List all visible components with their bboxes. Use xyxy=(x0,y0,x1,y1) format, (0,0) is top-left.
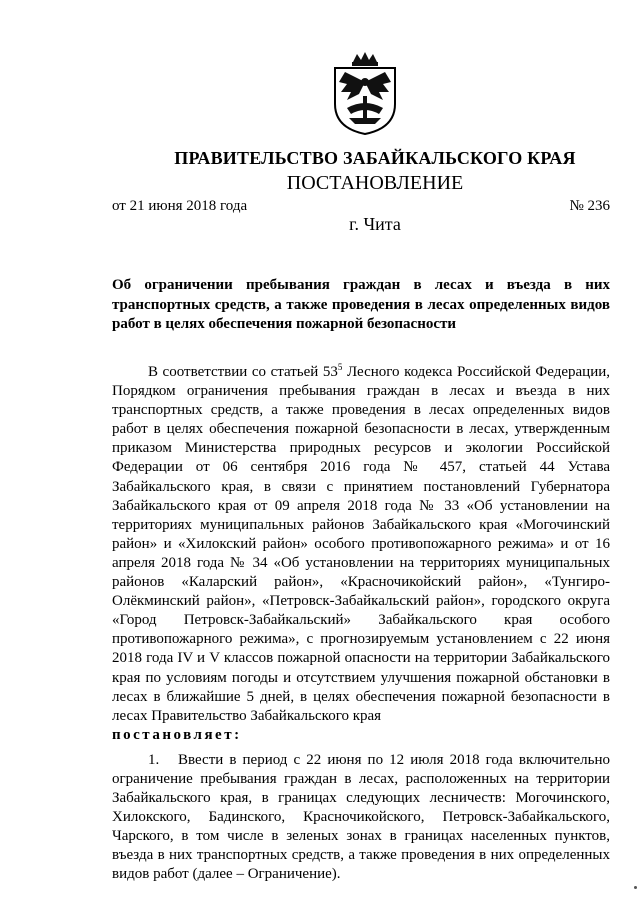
organization-name: ПРАВИТЕЛЬСТВО ЗАБАЙКАЛЬСКОГО КРАЯ xyxy=(174,148,576,168)
document-number: № 236 xyxy=(569,198,610,214)
document-type: ПОСТАНОВЛЕНИЕ xyxy=(286,172,464,194)
article-superscript: 5 xyxy=(337,362,343,372)
preamble-paragraph xyxy=(112,363,610,726)
document-city: г. Чита xyxy=(349,214,401,234)
coat-of-arms-icon xyxy=(325,52,405,136)
document-date: от 21 июня 2018 года xyxy=(112,198,248,214)
document-body xyxy=(112,363,610,885)
scan-speck xyxy=(634,886,637,889)
decree-word: постановляет: xyxy=(112,726,242,743)
item-number: 1. xyxy=(148,751,160,768)
decree-line xyxy=(112,726,610,745)
list-item xyxy=(112,751,610,885)
item-text: Ввести в период с 22 июня по 12 июля 2018 года включительно ограничение пребывания граждан в лесах, расположенных на территории Забайкальского края, в границах следующих лесничеств: Могочинского, Хилокского, Бадинского, Красночикойского, Петровск-Забайкальского, Чарского, в том числе в зеленых зонах в границах населенных пунктов, въезда в них транспортных средств, а также проведения в них определенных видов работ (далее – Ограничение). xyxy=(112,751,610,883)
preamble-text: Лесного кодекса Российской Федерации, Порядком ограничения пребывания граждан в лесах и въезда в них транспортных средств, а также проведения в лесах определенных видов работ в целях обеспечения пожарной безопасности в лесах, утвержденным приказом Министерства природных ресурсов и экологии Российской Федерации от 06 сентября 2016 года № 457, статьей 44 Устава Забайкальского края, в связи с принятием постановлений Губернатора Забайкальского края от 09 апреля 2018 года № 33 «Об установлении на территориях муниципальных районов Забайкальского края «Могочинский район» и «Хилокский район» особого противопожарного режима» и от 16 апреля 2018 года № 34 «Об установлении на территориях муниципальных районов «Каларский район», «Красночикойский район», «Тунгиро-Олёкминский район», «Петровск-Забайкальский район», городского округа «Город Петровск-Забайкальский» Забайкальского края особого противопожарного режима», с прогнозируемым установлением с 22 июня 2018 года IV и V классов пожарной опасности на территории Забайкальского края по условиям погоды и отсутствием улучшения пожарной обстановки в лесах в ближайшие 5 дней, в целях обеспечения пожарной безопасности в лесах Правительство Забайкальского края xyxy=(112,364,611,724)
preamble-text-start: В соответствии со статьей 53 xyxy=(148,364,338,380)
document-title: Об ограничении пребывания граждан в лесах и въезда в них транспортных средств, а также проведения в лесах определенных видов работ в целях обеспечения пожарной безопасности xyxy=(112,277,610,332)
